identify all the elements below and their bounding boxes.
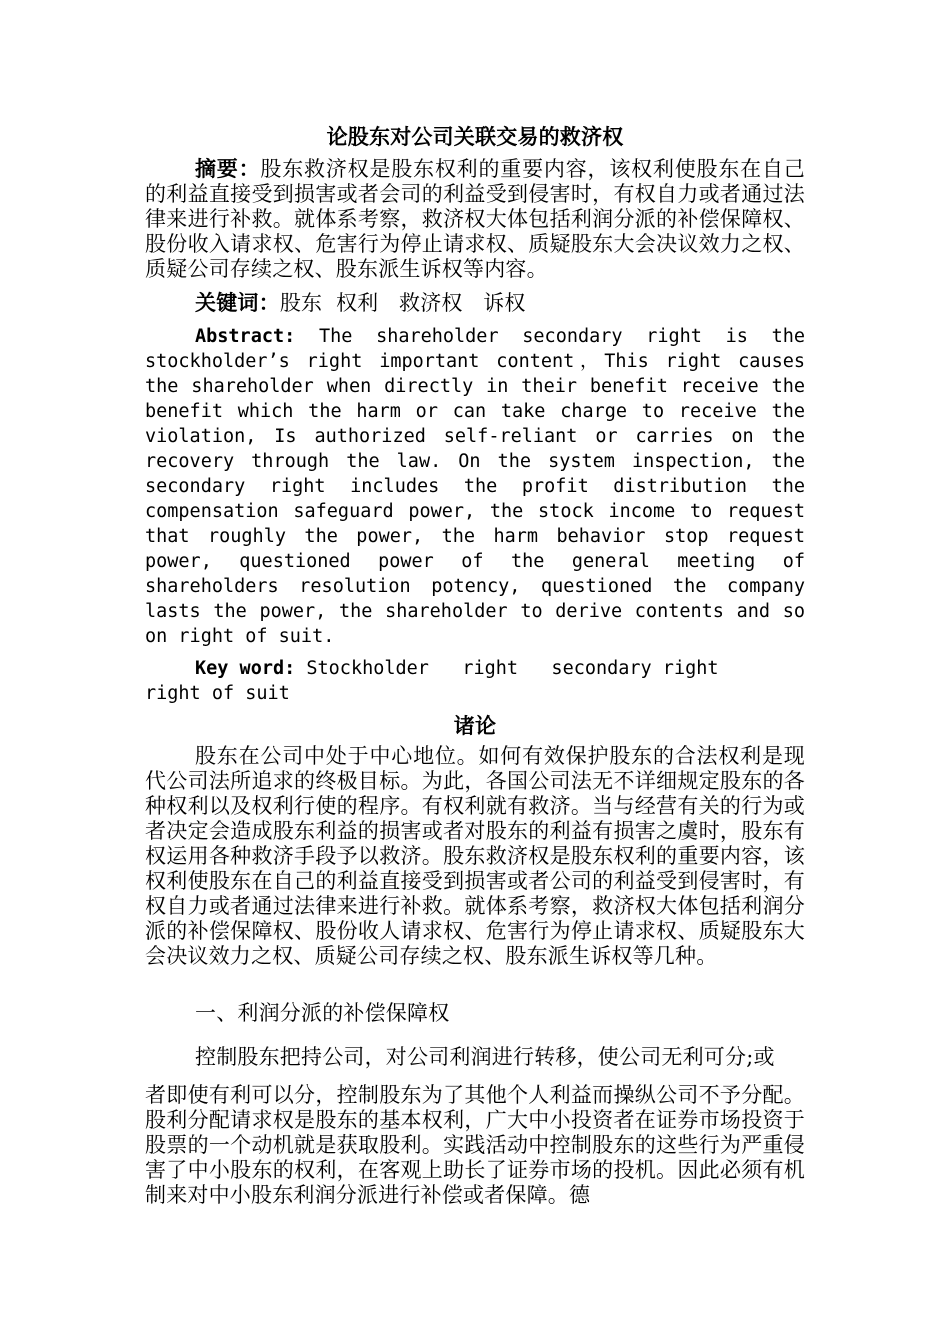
- section-1-heading: 一、利润分派的补偿保障权: [195, 1001, 450, 1025]
- keywords-english-label: Key word:: [195, 658, 296, 679]
- abstract-english: [145, 324, 805, 649]
- section-1-paragraph-first-line: 控制股东把持公司，对公司利润进行转移，使公司无利可分;或: [195, 1045, 775, 1069]
- keywords-chinese-text: 股东 权利 救济权 诉权: [279, 291, 526, 315]
- keywords-english-text: Stockholder right secondary right right of suit: [145, 658, 752, 704]
- keywords-english: [145, 656, 805, 706]
- document-title: 论股东对公司关联交易的救济权: [326, 124, 624, 149]
- abstract-english-text: The shareholder secondary right is the stockholder’s right important content，This right causes the shareholder when directly in their benefit receive the benefit which the harm or can take charge to receive the violation, Is authorized self-reliant or carries on the recovery through the law. On the system inspection, the secondary right includes the profit distribution the compensation safeguard power, the stock income to request that roughly the power, the harm behavior stop request power, questioned power of the general meeting of shareholders resolution potency, questioned the company lasts the power, the shareholder to derive contents and so on right of suit.: [145, 326, 805, 647]
- section-1-paragraph-body: 者即使有利可以分，控制股东为了其他个人利益而操纵公司不予分配。股利分配请求权是股东的基本权利，广大中小投资者在证券市场投资于股票的一个动机就是获取股利。实践活动中控制股东的这些行为严重侵害了中小股东的权利，在客观上助长了证券市场的投机。因此必须有机制来对中小股东利润分派进行补偿或者保障。德: [145, 1083, 805, 1207]
- abstract-chinese-text: 股东救济权是股东权利的重要内容，该权利使股东在自己的利益直接受到损害或者会司的利益受到侵害时，有权自力或者通过法律来进行补救。就体系考察，救济权大体包括利润分派的补偿保障权、股份收入请求权、危害行为停止请求权、质疑股东大会决议效力之权、质疑公司存续之权、股东派生诉权等内容。: [145, 157, 805, 281]
- abstract-chinese: [145, 156, 805, 282]
- abstract-english-label: Abstract:: [195, 326, 296, 347]
- keywords-chinese-label: 关键词：: [195, 290, 280, 315]
- intro-heading: 诸论: [453, 713, 497, 738]
- keywords-chinese: [145, 290, 805, 316]
- intro-paragraph: 股东在公司中处于中心地位。如何有效保护股东的合法权利是现代公司法所追求的终极目标。为此，各国公司法无不详细规定股东的各种权利以及权利行使的程序。有权利就有救济。当与经营有关的行为或者决定会造成股东利益的损害或者对股东的利益有损害之虞时，股东有权运用各种救济手段予以救济。股东救济权是股东权利的重要内容，该权利使股东在自己的利益直接受到损害或者公司的利益受到侵害时，有权自力或者通过法律来进行补救。就体系考察，救济权大体包括利润分派的补偿保障权、股份收人请求权、危害行为停止请求权、质疑股东大会决议效力之权、质疑公司存续之权、股东派生诉权等几种。: [145, 744, 805, 968]
- abstract-chinese-label: 摘要：: [195, 156, 261, 181]
